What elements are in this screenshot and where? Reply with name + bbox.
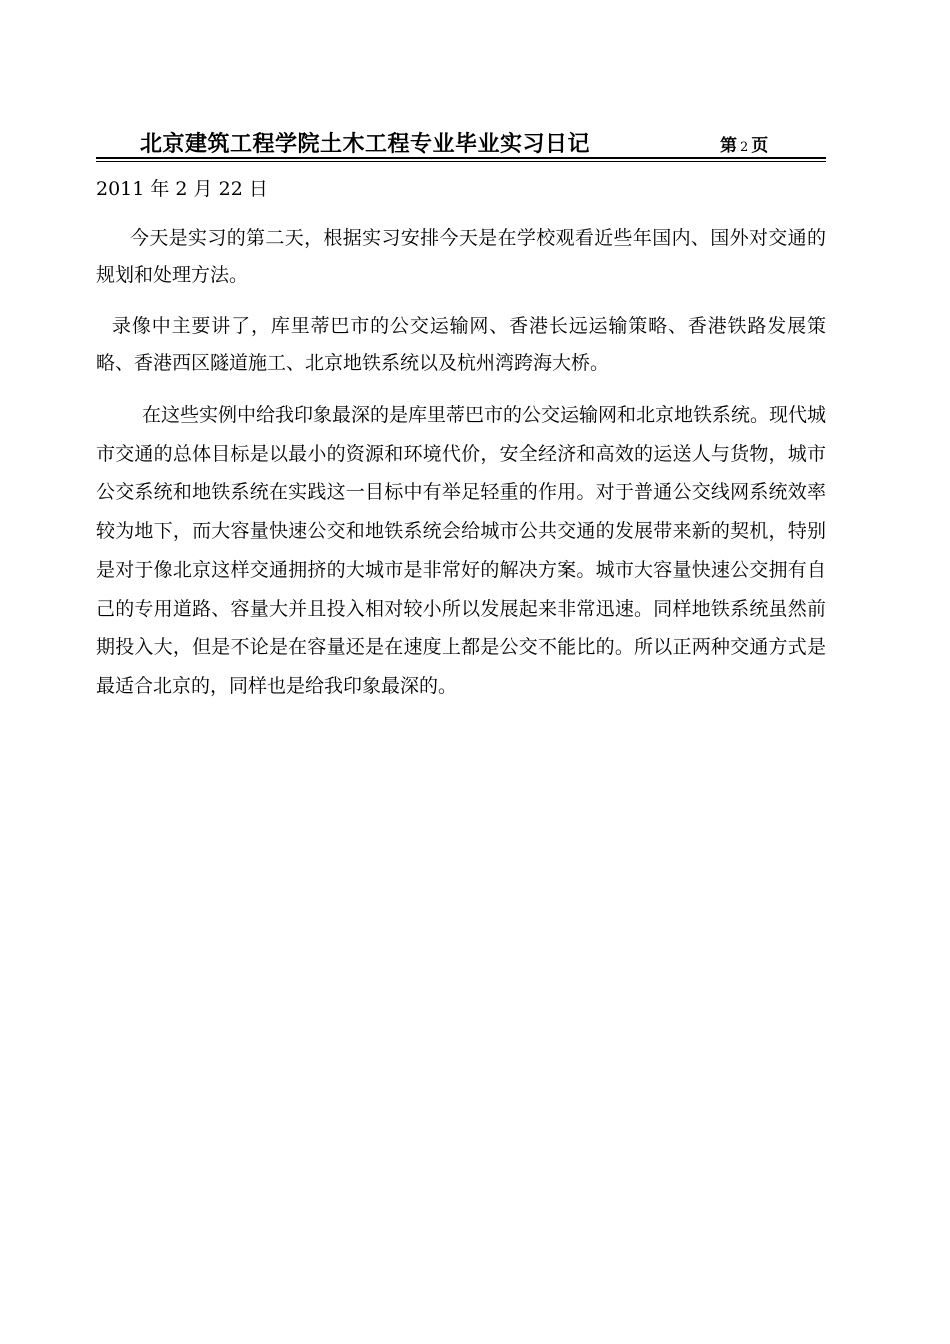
paragraph-2: 录像中主要讲了，库里蒂巴市的公交运输网、香港长远运输策略、香港铁路发展策略、香港西区隧道施工、北京地铁系统以及杭州湾跨海大桥。 [96, 315, 826, 374]
entry-date: 2011 年 2 月 22 日 [96, 178, 268, 200]
page-number: 2 [740, 140, 749, 155]
header-rule-thin [96, 161, 826, 162]
header-title: 北京建筑工程学院土木工程专业毕业实习日记 [140, 131, 591, 157]
document-page [96, 0, 826, 1344]
page-suffix: 页 [751, 136, 769, 156]
page-prefix: 第 [720, 136, 737, 156]
diary-entry [96, 172, 826, 720]
paragraph-3: 在这些实例中给我印象最深的是库里蒂巴市的公交运输网和北京地铁系统。现代城市交通的总体目标是以最小的资源和环境代价，安全经济和高效的运送人与货物，城市公交系统和地铁系统在实践这一目标中有举足轻重的作用。对于普通公交线网系统效率较为地下，而大容量快速公交和地铁系统会给城市公共交通的发展带来新的契机，特别是对于像北京这样交通拥挤的大城市是非常好的解决方案。城市大容量快速公交拥有自己的专用道路、容量大并且投入相对较小所以发展起来非常迅速。同样地铁系统虽然前期投入大，但是不论是在容量还是在速度上都是公交不能比的。所以正两种交通方式是最适合北京的，同样也是给我印象最深的。 [96, 404, 827, 697]
header-rule-thick [96, 157, 826, 159]
paragraph-1: 今天是实习的第二天，根据实习安排今天是在学校观看近些年国内、国外对交通的规划和处理方法。 [96, 227, 826, 286]
